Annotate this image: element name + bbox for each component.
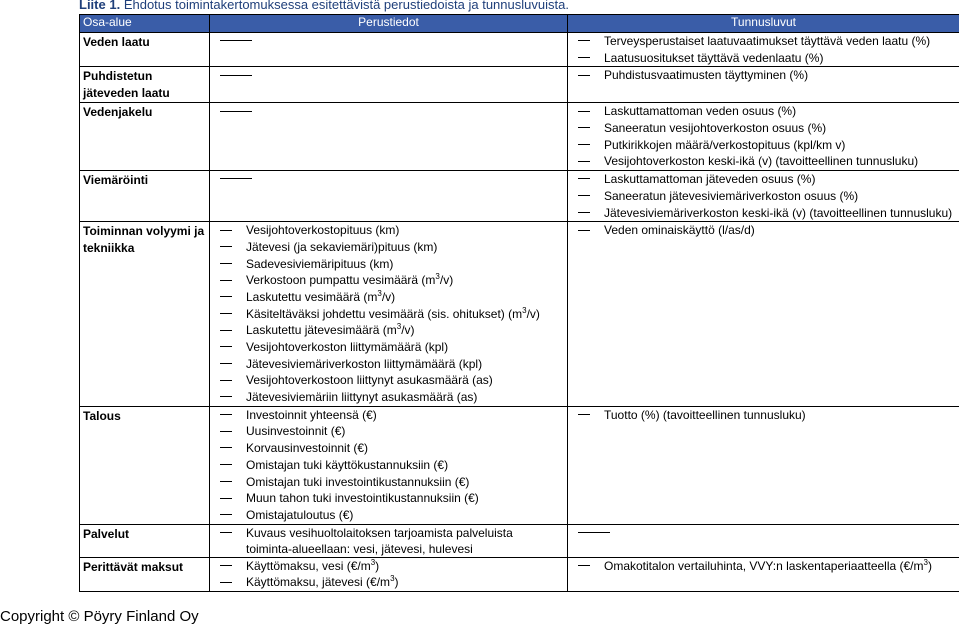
empty-marker — [210, 67, 567, 84]
dash-bullet — [220, 380, 232, 381]
indicator-text: Veden ominaiskäyttö (l/as/d) — [604, 223, 755, 238]
basic-list-item — [210, 474, 567, 491]
indicator-list-item — [568, 67, 959, 84]
indicator-list-item — [568, 50, 959, 67]
basic-list-item — [210, 457, 567, 474]
dash-bullet — [220, 280, 232, 281]
indicator-text: Laskuttamattoman veden osuus (%) — [604, 104, 797, 119]
dash-bullet — [578, 111, 590, 112]
basic-list-item — [210, 256, 567, 273]
basic-text: Laskutettu jätevesimäärä $(m^3/v)$ — [246, 322, 415, 338]
dash-bullet — [220, 414, 232, 415]
table-row — [80, 222, 959, 407]
table-row — [80, 557, 959, 591]
dash-bullet — [220, 346, 232, 347]
dash-bullet — [220, 431, 232, 432]
basic-text: Kuvaus vesihuoltolaitoksen tarjoamista palveluista toiminta-alueellaan: vesi, jätevesi, hulevesi — [246, 525, 513, 556]
area-name: Palvelut — [80, 524, 210, 557]
dash-bullet — [220, 230, 232, 231]
basic-list-item — [210, 574, 567, 591]
dash-bullet — [578, 127, 590, 128]
dash-bullet — [578, 57, 590, 58]
long-dash — [220, 178, 252, 179]
header-tunnusluvut: Tunnusluvut — [568, 15, 959, 33]
basic-list-item — [210, 423, 567, 440]
indicator-list-item — [568, 153, 959, 170]
basic-list-item — [210, 322, 567, 339]
indicator-cell — [568, 171, 959, 222]
title-text: Ehdotus toimintakertomuksessa esitettävistä perustiedoista ja tunnusluvuista. — [123, 0, 569, 12]
table-row — [80, 103, 959, 171]
basic-text: Uusinvestoinnit (€) — [246, 424, 346, 439]
indicator-list-item — [568, 120, 959, 137]
indicator-list-item — [568, 558, 959, 575]
copyright-notice: Copyright © Pöyry Finland Oy — [0, 608, 199, 625]
basic-list-item — [210, 222, 567, 239]
indicator-text: Terveysperustaiset laatuvaatimukset täyttävä veden laatu (%) — [604, 34, 931, 48]
indicator-text: Saneeratun jätevesiviemäriverkoston osuus (%) — [604, 188, 859, 203]
indicator-list-item — [568, 103, 959, 120]
indicator-text: Putkirikkojen määrä/verkostopituus (kpl/km v) — [604, 137, 846, 152]
dash-bullet — [578, 75, 590, 76]
basic-cell — [210, 406, 568, 524]
dash-bullet — [220, 514, 232, 515]
basic-list-item — [210, 389, 567, 406]
dash-bullet — [220, 313, 232, 314]
dash-bullet — [220, 363, 232, 364]
empty-marker — [568, 525, 959, 542]
empty-marker — [210, 171, 567, 188]
basic-cell — [210, 222, 568, 407]
dash-bullet — [578, 40, 590, 41]
basic-text: Jätevesiviemäriin liittynyt asukasmäärä (as) — [246, 390, 478, 405]
indicator-text: Laskuttamattoman jäteveden osuus (%) — [604, 172, 816, 187]
basic-text: Laskutettu vesimäärä $(m^3/v)$ — [246, 288, 396, 304]
basic-list-item — [210, 372, 567, 389]
basic-text: Jätevesiviemäriverkoston liittymämäärä (kpl) — [246, 356, 483, 371]
long-dash — [220, 40, 252, 41]
indicator-cell — [568, 406, 959, 524]
basic-list-item — [210, 289, 567, 306]
indicator-list-item — [568, 407, 959, 424]
basic-list-item — [210, 239, 567, 256]
basic-text: Käyttömaksu, vesi $(€/m^3)$ — [246, 557, 380, 573]
basic-text: Jätevesi (ja sekaviemäri)pituus (km) — [246, 239, 438, 254]
indicator-cell — [568, 103, 959, 171]
table-row — [80, 67, 959, 103]
basic-empty-cell — [210, 67, 568, 103]
indicator-cell — [568, 67, 959, 103]
indicator-text: Saneeratun vesijohtoverkoston osuus (%) — [604, 121, 827, 136]
basic-text: Omistajan tuki investointikustannuksiin (€) — [246, 474, 470, 489]
basic-list-item — [210, 356, 567, 373]
empty-marker — [210, 103, 567, 120]
basic-text: Muun tahon tuki investointikustannuksiin (€) — [246, 491, 479, 506]
basic-text: Korvausinvestoinnit (€) — [246, 441, 369, 456]
area-name: Puhdistetun jäteveden laatu — [80, 67, 210, 103]
basic-list-item — [210, 440, 567, 457]
dash-bullet — [578, 414, 590, 415]
indicator-text: Laatusuositukset täyttävä vedenlaatu (%) — [604, 50, 824, 65]
page-title — [79, 0, 569, 12]
indicator-text: Tuotto (%) (tavoitteellinen tunnusluku) — [604, 407, 806, 422]
basic-list-item — [210, 339, 567, 356]
basic-empty-cell — [210, 171, 568, 222]
basic-empty-cell — [210, 103, 568, 171]
dash-bullet — [220, 246, 232, 247]
indicator-cell — [568, 33, 959, 67]
basic-list-item — [210, 507, 567, 524]
basic-text: Investoinnit yhteensä (€) — [246, 407, 377, 422]
long-dash — [578, 532, 610, 533]
basic-text: Käyttömaksu, jätevesi $(€/m^3)$ — [246, 574, 399, 590]
indicator-text: Jätevesiviemäriverkoston keski-ikä (v) (tavoitteellinen tunnusluku) — [604, 205, 953, 220]
indicator-list-item — [568, 137, 959, 154]
dash-bullet — [578, 178, 590, 179]
indicator-list-item — [568, 205, 959, 222]
basic-list-item — [210, 272, 567, 289]
indicator-list-item — [568, 171, 959, 188]
table-row — [80, 406, 959, 524]
long-dash — [220, 111, 252, 112]
basic-text: Vesijohtoverkostoon liittynyt asukasmäärä (as) — [246, 373, 493, 388]
dash-bullet — [220, 481, 232, 482]
table-row — [80, 33, 959, 67]
dash-bullet — [578, 161, 590, 162]
dash-bullet — [220, 464, 232, 465]
dash-bullet — [220, 582, 232, 583]
dash-bullet — [578, 144, 590, 145]
area-name: Perittävät maksut — [80, 557, 210, 591]
indicator-text: Vesijohtoverkoston keski-ikä (v) (tavoitteellinen tunnusluku) — [604, 154, 919, 169]
basic-text: Sadevesiviemäripituus (km) — [246, 256, 394, 271]
basic-list-item — [210, 490, 567, 507]
long-dash — [220, 75, 252, 76]
basic-list-item — [210, 525, 567, 557]
indicator-table — [79, 14, 959, 592]
dash-bullet — [220, 263, 232, 264]
dash-bullet — [578, 565, 590, 566]
indicator-list-item — [568, 33, 959, 50]
table-header-row — [80, 15, 959, 33]
dash-bullet — [220, 498, 232, 499]
basic-list-item — [210, 558, 567, 575]
area-name: Vedenjakelu — [80, 103, 210, 171]
dash-bullet — [220, 532, 232, 533]
basic-text: Verkostoon pumpattu vesimäärä $(m^3/v)$ — [246, 272, 454, 288]
basic-list-item — [210, 407, 567, 424]
table-row — [80, 171, 959, 222]
area-name: Toiminnan volyymi ja tekniikka — [80, 222, 210, 407]
basic-list-item — [210, 306, 567, 323]
basic-text: Omistajatuloutus (€) — [246, 507, 354, 522]
table-row — [80, 524, 959, 557]
indicator-list-item — [568, 188, 959, 205]
basic-text: Vesijohtoverkoston liittymämäärä (kpl) — [246, 340, 449, 354]
dash-bullet — [220, 565, 232, 566]
basic-text: Käsiteltäväksi johdettu vesimäärä (sis. ohitukset) $(m^3/v)$ — [246, 305, 540, 321]
empty-marker — [210, 33, 567, 50]
dash-bullet — [578, 195, 590, 196]
basic-cell — [210, 524, 568, 557]
indicator-cell — [568, 557, 959, 591]
area-name: Talous — [80, 406, 210, 524]
basic-text: Vesijohtoverkostopituus (km) — [246, 223, 400, 238]
area-name: Veden laatu — [80, 33, 210, 67]
area-name: Viemäröinti — [80, 171, 210, 222]
dash-bullet — [220, 396, 232, 397]
header-osa-alue: Osa-alue — [80, 15, 210, 33]
dash-bullet — [220, 447, 232, 448]
basic-cell — [210, 557, 568, 591]
indicator-list-item — [568, 222, 959, 239]
indicator-cell — [568, 222, 959, 407]
appendix-label: Liite 1. — [79, 0, 121, 12]
basic-empty-cell — [210, 33, 568, 67]
indicator-text: Omakotitalon vertailuhinta, VVY:n laskentaperiaatteella $(€/m^3)$ — [604, 557, 932, 573]
dash-bullet — [578, 212, 590, 213]
dash-bullet — [220, 330, 232, 331]
dash-bullet — [220, 296, 232, 297]
header-perustiedot: Perustiedot — [210, 15, 568, 33]
indicator-empty-cell — [568, 524, 959, 557]
basic-text: Omistajan tuki käyttökustannuksiin (€) — [246, 457, 449, 472]
dash-bullet — [578, 230, 590, 231]
indicator-text: Puhdistusvaatimusten täyttyminen (%) — [604, 68, 809, 83]
